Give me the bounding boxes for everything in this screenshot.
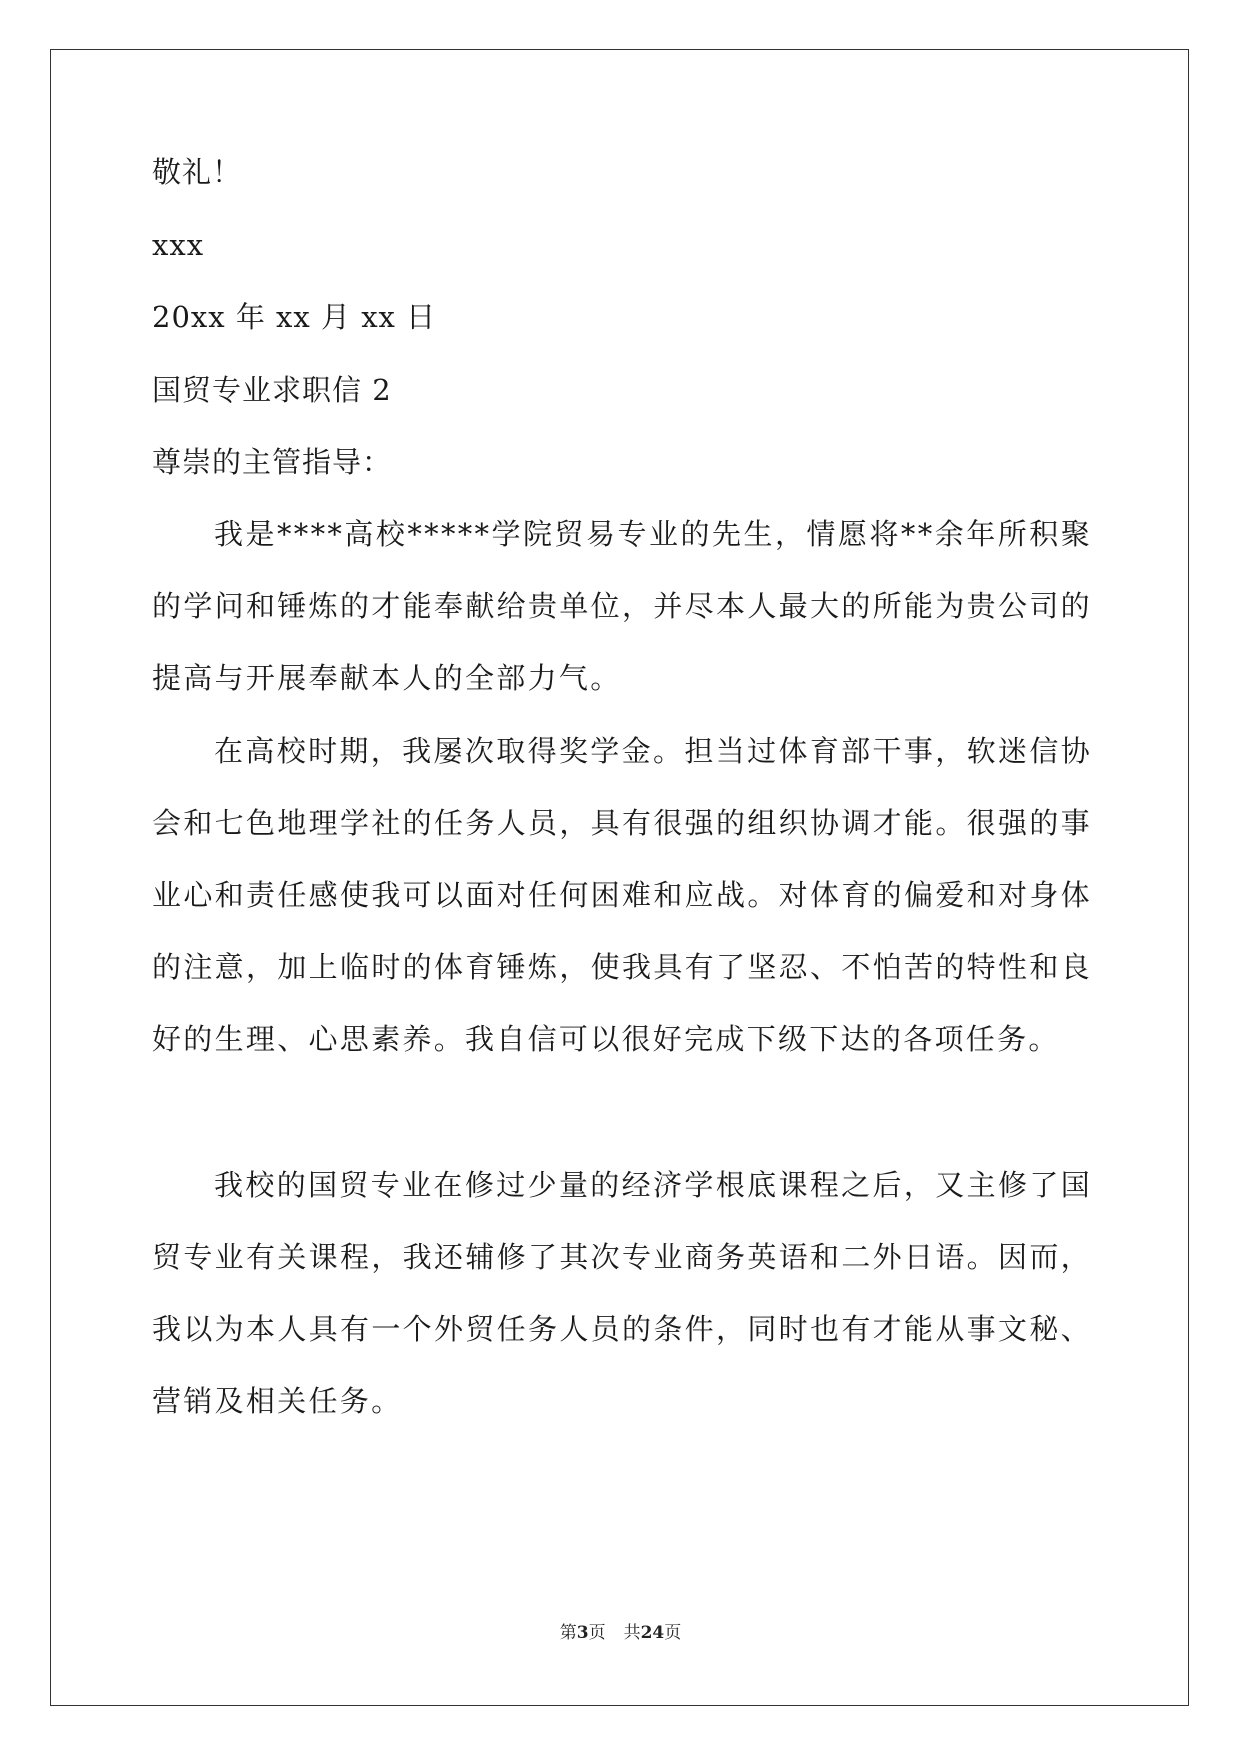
date-line: 20xx 年 xx 月 xx 日 bbox=[152, 300, 437, 334]
paragraph-3: 我校的国贸专业在修过少量的经济学根底课程之后，又主修了国贸专业有关课程，我还辅修了其次专业商务英语和二外日语。因而，我以为本人具有一个外贸任务人员的条件，同时也有才能从事文秘、营销及相关任务。 bbox=[152, 1168, 1092, 1418]
page-footer bbox=[0, 1618, 1241, 1643]
salutation-line: 尊崇的主管指导： bbox=[152, 445, 393, 479]
paragraph-1: 我是****高校*****学院贸易专业的先生，情愿将**余年所积聚的学问和锤炼的才能奉献给贵单位，并尽本人最大的所能为贵公司的提高与开展奉献本人的全部力气。 bbox=[152, 517, 1092, 695]
paragraph-2: 在高校时期，我屡次取得奖学金。担当过体育部干事，软迷信协会和七色地理学社的任务人员，具有很强的组织协调才能。很强的事业心和责任感使我可以面对任何困难和应战。对体育的偏爱和对身体的注意，加上临时的体育锤炼，使我具有了坚忍、不怕苦的特性和良好的生理、心思素养。我自信可以很好完成下级下达的各项任务。 bbox=[152, 734, 1092, 1056]
closing-line: 敬礼！ bbox=[152, 155, 243, 189]
page-prefix: 第 bbox=[559, 1623, 577, 1643]
total-prefix: 共 bbox=[623, 1623, 641, 1643]
total-suffix: 页 bbox=[664, 1623, 682, 1643]
page-total: 24 bbox=[640, 1623, 665, 1643]
page-number: 3 bbox=[576, 1623, 589, 1643]
page-suffix: 页 bbox=[588, 1623, 606, 1643]
signature-line: xxx bbox=[152, 228, 205, 262]
letter-title: 国贸专业求职信 2 bbox=[152, 373, 392, 407]
